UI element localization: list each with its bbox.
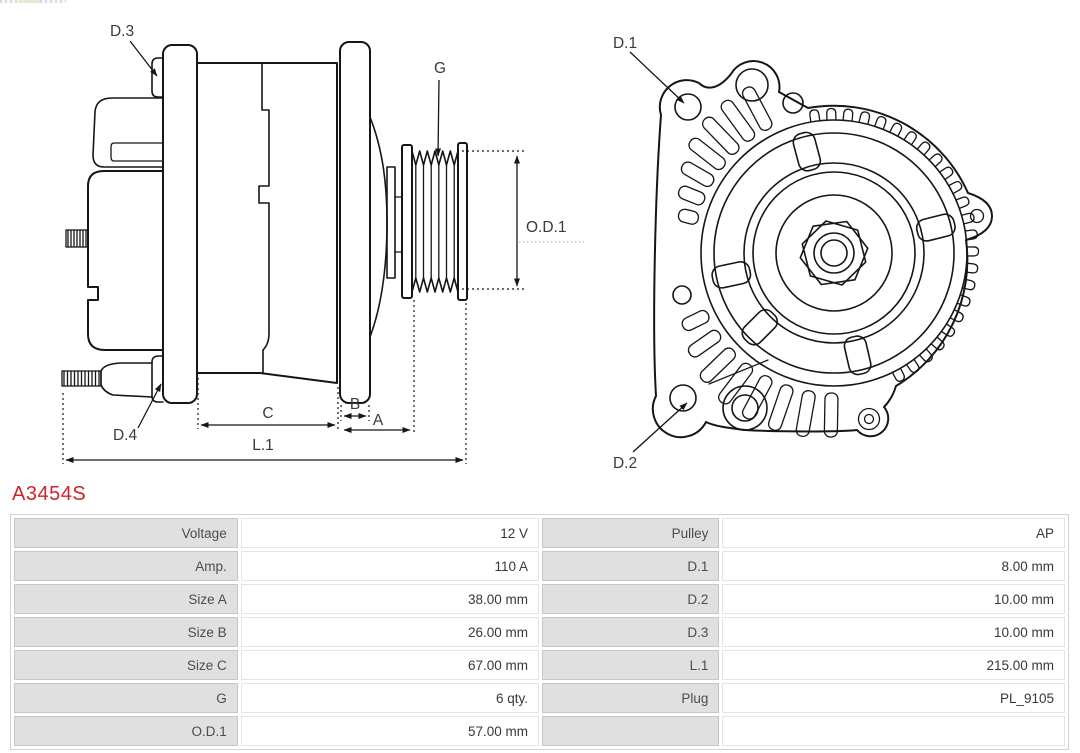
label-d2: D.2 bbox=[612, 455, 638, 472]
table-row bbox=[14, 551, 1065, 581]
spec-value: 8.00 mm bbox=[722, 551, 1065, 581]
spec-label: Size A bbox=[14, 584, 238, 614]
top-lug-hole bbox=[736, 69, 768, 101]
stud-thread-hatch bbox=[68, 230, 86, 247]
spec-value: 12 V bbox=[241, 518, 539, 548]
label-od1: O.D.1 bbox=[526, 219, 567, 236]
rear-cap-slot bbox=[111, 143, 163, 161]
leader-d3 bbox=[130, 41, 157, 76]
front-flange bbox=[340, 42, 370, 403]
spec-value: 57.00 mm bbox=[241, 716, 539, 746]
hub-ring-outer bbox=[744, 163, 924, 343]
label-g: G bbox=[433, 60, 447, 77]
bottom-lug bbox=[723, 386, 767, 430]
spec-value: 67.00 mm bbox=[241, 650, 539, 680]
pulley-grooves bbox=[412, 151, 458, 292]
spec-label: Amp. bbox=[14, 551, 238, 581]
table-row bbox=[14, 518, 1065, 548]
fan-spokes bbox=[710, 130, 957, 376]
label-c: C bbox=[262, 405, 274, 422]
table-row bbox=[14, 584, 1065, 614]
hub-ring-inner bbox=[753, 172, 915, 334]
label-d4: D.4 bbox=[112, 427, 138, 444]
extension-lines bbox=[63, 151, 584, 464]
hub-face bbox=[776, 195, 892, 311]
spec-label: D.3 bbox=[542, 617, 719, 647]
label-b: B bbox=[349, 396, 361, 413]
table-row bbox=[14, 716, 1065, 746]
small-boss-bottom bbox=[859, 409, 880, 430]
shaft-collar bbox=[814, 233, 854, 273]
dimension-lines bbox=[66, 156, 517, 460]
spec-label: Size B bbox=[14, 617, 238, 647]
spec-value: PL_9105 bbox=[722, 683, 1065, 713]
label-d1: D.1 bbox=[612, 35, 638, 52]
label-l1: L.1 bbox=[252, 437, 274, 454]
leader-d2 bbox=[633, 403, 687, 452]
label-d3: D.3 bbox=[109, 23, 135, 40]
alternator-side-view bbox=[62, 23, 584, 464]
spec-table bbox=[11, 515, 1068, 749]
leader-d1 bbox=[630, 52, 684, 103]
spec-label: Voltage bbox=[14, 518, 238, 548]
table-row bbox=[14, 617, 1065, 647]
shaft bbox=[387, 167, 395, 278]
spec-label: L.1 bbox=[542, 650, 719, 680]
spec-value: AP bbox=[722, 518, 1065, 548]
spec-value: 110 A bbox=[241, 551, 539, 581]
leader-d4 bbox=[138, 384, 161, 428]
spec-label: D.1 bbox=[542, 551, 719, 581]
small-hole-left bbox=[673, 286, 691, 304]
nose-cone bbox=[370, 117, 387, 337]
spec-value: 10.00 mm bbox=[722, 584, 1065, 614]
pulley-left-plate bbox=[402, 145, 412, 298]
leader-arrows bbox=[130, 41, 439, 428]
spec-value: 38.00 mm bbox=[241, 584, 539, 614]
face-ring bbox=[714, 133, 954, 373]
lower-bracket bbox=[101, 363, 152, 397]
spec-label: Size C bbox=[14, 650, 238, 680]
spec-value: 215.00 mm bbox=[722, 650, 1065, 680]
spec-label bbox=[542, 716, 719, 746]
body-seam bbox=[259, 63, 269, 373]
spec-value: 6 qty. bbox=[241, 683, 539, 713]
spec-label: O.D.1 bbox=[14, 716, 238, 746]
spec-value: 26.00 mm bbox=[241, 617, 539, 647]
spec-value: 10.00 mm bbox=[722, 617, 1065, 647]
stator-body bbox=[197, 63, 337, 383]
rear-cap bbox=[93, 98, 163, 167]
table-row bbox=[14, 650, 1065, 680]
spec-label: Plug bbox=[542, 683, 719, 713]
front-rings bbox=[701, 120, 967, 386]
spec-table-wrap bbox=[10, 514, 1069, 750]
mount-ear-top bbox=[152, 58, 163, 97]
spec-label: G bbox=[14, 683, 238, 713]
stud-thread-hatch-bottom bbox=[64, 371, 99, 386]
part-number: A3454S bbox=[12, 483, 87, 505]
small-boss-bottom-hole bbox=[865, 415, 874, 424]
table-row bbox=[14, 683, 1065, 713]
spec-label: D.2 bbox=[542, 584, 719, 614]
mount-ear-bottom bbox=[152, 356, 163, 402]
rear-flange bbox=[163, 45, 197, 403]
pulley-right-plate bbox=[458, 143, 467, 300]
alternator-front-view bbox=[613, 35, 992, 472]
spec-label: Pulley bbox=[542, 518, 719, 548]
pulley bbox=[402, 143, 467, 300]
label-a: A bbox=[372, 412, 384, 429]
shaft-end bbox=[821, 240, 847, 266]
shroud-ring bbox=[701, 120, 967, 386]
spec-value bbox=[722, 716, 1065, 746]
rear-housing bbox=[88, 171, 163, 350]
leader-g bbox=[438, 80, 439, 156]
